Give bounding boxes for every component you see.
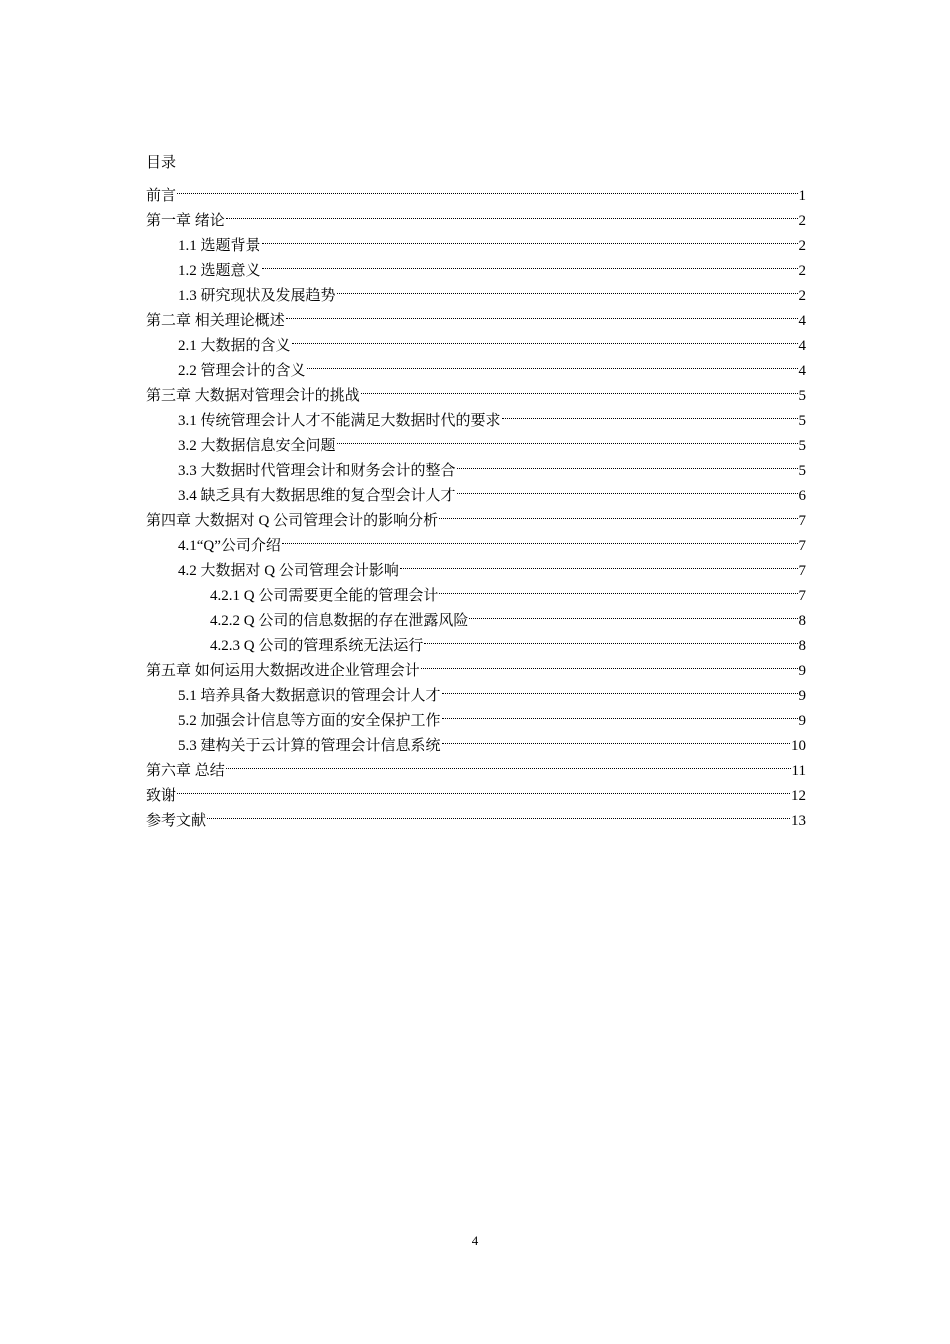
toc-entry-title: 2.2 管理会计的含义 <box>178 363 306 379</box>
toc-entry-title: 前言 <box>146 188 177 204</box>
toc-entry-page: 5 <box>798 388 806 404</box>
page-number: 4 <box>471 1233 479 1248</box>
dot-leader <box>442 675 798 700</box>
dot-leader <box>424 625 797 650</box>
dot-leader <box>262 225 798 250</box>
toc-entry-title: 3.2 大数据信息安全问题 <box>178 438 336 454</box>
toc-entry[interactable] <box>146 225 806 254</box>
table-of-contents <box>146 175 806 829</box>
toc-entry-page: 2 <box>798 263 806 279</box>
dot-leader <box>442 700 798 725</box>
dot-leader <box>292 325 798 350</box>
dot-leader <box>177 775 790 800</box>
toc-entry-page: 2 <box>798 288 806 304</box>
toc-entry[interactable] <box>146 800 806 829</box>
toc-entry-page: 7 <box>798 513 806 529</box>
toc-entry-title: 第三章 大数据对管理会计的挑战 <box>146 388 360 404</box>
dot-leader <box>439 500 797 525</box>
toc-entry-page: 4 <box>798 338 806 354</box>
toc-entry-page: 6 <box>798 488 806 504</box>
toc-entry-title: 1.2 选题意义 <box>178 263 261 279</box>
dot-leader <box>442 725 790 750</box>
toc-entry-page: 7 <box>798 563 806 579</box>
dot-leader <box>457 475 798 500</box>
toc-entry-page: 13 <box>791 813 806 829</box>
toc-entry-title: 3.3 大数据时代管理会计和财务会计的整合 <box>178 463 456 479</box>
dot-leader <box>307 350 798 375</box>
toc-entry[interactable] <box>146 750 806 779</box>
dot-leader <box>207 800 790 825</box>
toc-entry-title: 第一章 绪论 <box>146 213 225 229</box>
toc-entry-page: 11 <box>791 763 806 779</box>
toc-entry-title: 第六章 总结 <box>146 763 225 779</box>
dot-leader <box>439 575 797 600</box>
dot-leader <box>177 175 797 200</box>
toc-entry[interactable] <box>146 200 806 229</box>
toc-entry[interactable] <box>146 175 806 204</box>
toc-entry-page: 5 <box>798 413 806 429</box>
toc-entry-page: 7 <box>798 538 806 554</box>
toc-entry-title: 致谢 <box>146 788 177 804</box>
toc-entry-title: 3.1 传统管理会计人才不能满足大数据时代的要求 <box>178 413 501 429</box>
toc-entry-title: 第二章 相关理论概述 <box>146 313 285 329</box>
toc-entry-page: 12 <box>791 788 806 804</box>
dot-leader <box>226 750 791 775</box>
dot-leader <box>400 550 798 575</box>
toc-entry-page: 4 <box>798 313 806 329</box>
toc-entry-title: 5.2 加强会计信息等方面的安全保护工作 <box>178 713 441 729</box>
dot-leader <box>282 525 798 550</box>
toc-entry-page: 5 <box>798 463 806 479</box>
toc-entry[interactable] <box>146 775 806 804</box>
toc-entry-page: 5 <box>798 438 806 454</box>
toc-entry-title: 5.3 建构关于云计算的管理会计信息系统 <box>178 738 441 754</box>
dot-leader <box>262 250 798 275</box>
toc-entry-page: 7 <box>798 588 806 604</box>
toc-entry-page: 2 <box>798 238 806 254</box>
dot-leader <box>226 200 798 225</box>
dot-leader <box>361 375 798 400</box>
toc-entry-title: 参考文献 <box>146 813 207 829</box>
dot-leader <box>469 600 797 625</box>
toc-entry-title: 4.2.1 Q 公司需要更全能的管理会计 <box>210 588 439 604</box>
toc-entry-title: 5.1 培养具备大数据意识的管理会计人才 <box>178 688 441 704</box>
toc-title: 目录 <box>146 155 177 171</box>
toc-entry-page: 9 <box>798 713 806 729</box>
dot-leader <box>502 400 798 425</box>
toc-entry-page: 1 <box>798 188 806 204</box>
toc-entry-title: 4.2 大数据对 Q 公司管理会计影响 <box>178 563 399 579</box>
toc-entry-title: 2.1 大数据的含义 <box>178 338 291 354</box>
toc-entry-page: 8 <box>798 638 806 654</box>
toc-entry-page: 2 <box>798 213 806 229</box>
toc-entry-page: 9 <box>798 688 806 704</box>
toc-entry-page: 4 <box>798 363 806 379</box>
toc-entry-title: 4.2.2 Q 公司的信息数据的存在泄露风险 <box>210 613 469 629</box>
dot-leader <box>337 275 798 300</box>
toc-entry-page: 10 <box>791 738 806 754</box>
toc-entry-title: 第五章 如何运用大数据改进企业管理会计 <box>146 663 420 679</box>
dot-leader <box>457 450 798 475</box>
dot-leader <box>421 650 798 675</box>
toc-entry-title: 第四章 大数据对 Q 公司管理会计的影响分析 <box>146 513 439 529</box>
toc-entry-title: 1.1 选题背景 <box>178 238 261 254</box>
toc-entry-page: 8 <box>798 613 806 629</box>
dot-leader <box>286 300 798 325</box>
toc-entry-page: 9 <box>798 663 806 679</box>
dot-leader <box>337 425 798 450</box>
toc-entry-title: 1.3 研究现状及发展趋势 <box>178 288 336 304</box>
toc-entry-title: 3.4 缺乏具有大数据思维的复合型会计人才 <box>178 488 456 504</box>
toc-entry-title: 4.2.3 Q 公司的管理系统无法运行 <box>210 638 424 654</box>
toc-entry-title: 4.1“Q”公司介绍 <box>178 538 281 554</box>
